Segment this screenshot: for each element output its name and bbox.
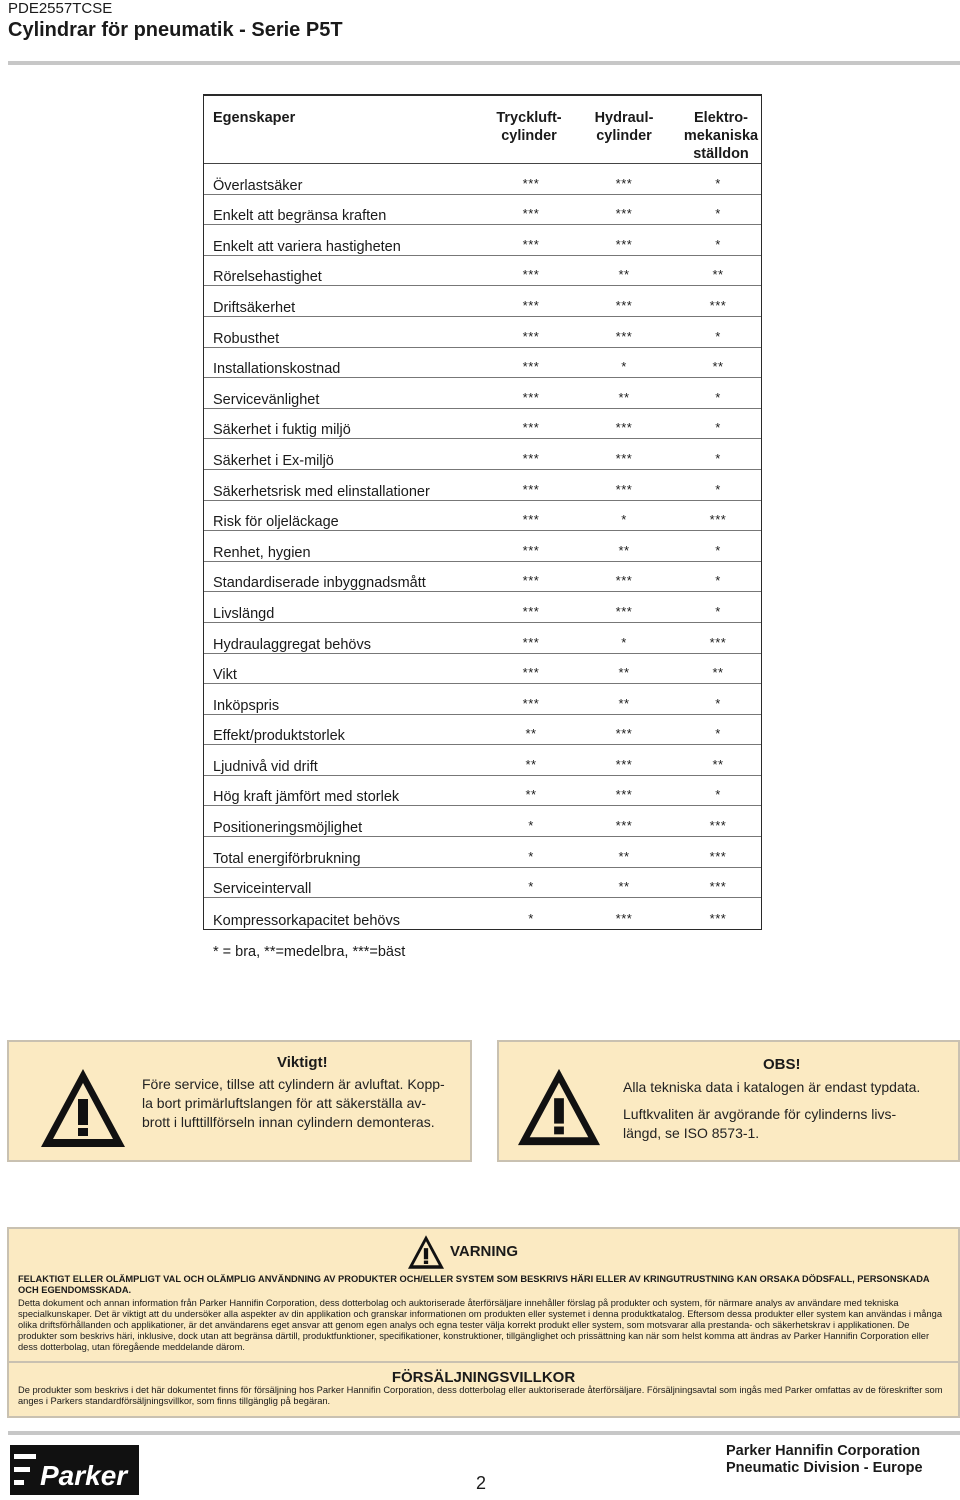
table-row [204, 470, 761, 501]
important-line-3: brott i lufttillförseln innan cylindern demonteras. [142, 1114, 435, 1130]
rating-pneumatic: * [528, 818, 534, 834]
table-row [204, 225, 761, 256]
company-info [726, 1443, 923, 1477]
rating-hydraulic: *** [615, 236, 633, 252]
obs-notice [497, 1040, 960, 1162]
rating-electromechanical: *** [709, 848, 727, 864]
rating-hydraulic: * [621, 359, 627, 375]
header-hydraulic-line-1: Hydraul- [594, 110, 654, 126]
table-row [204, 837, 761, 868]
important-title: Viktigt! [277, 1054, 328, 1071]
row-label: Robusthet [213, 330, 280, 347]
rating-legend: * = bra, **=medelbra, ***=bäst [213, 944, 406, 960]
rating-hydraulic: * [621, 634, 627, 650]
obs-text-2 [623, 1105, 896, 1143]
rating-pneumatic: *** [522, 206, 540, 222]
row-label: Standardiserade inbyggnadsmått [213, 575, 426, 592]
table-row [204, 348, 761, 379]
obs-line-1: Alla tekniska data i katalogen är endast typdata. [623, 1079, 921, 1095]
warning-title: VARNING [450, 1243, 519, 1260]
warning-box [7, 1227, 960, 1363]
rating-hydraulic: ** [618, 879, 630, 895]
table-row [204, 378, 761, 409]
table-body [204, 164, 761, 929]
obs-line-2b: längd, se ISO 8573-1. [623, 1125, 760, 1141]
rating-pneumatic: *** [522, 695, 540, 711]
rating-hydraulic: ** [618, 695, 630, 711]
row-label: Rörelsehastighet [213, 269, 322, 286]
rating-hydraulic: *** [615, 910, 633, 926]
rating-hydraulic: * [621, 512, 627, 528]
rating-hydraulic: *** [615, 420, 633, 436]
rating-pneumatic: * [528, 879, 534, 895]
company-name: Parker Hannifin Corporation [726, 1443, 921, 1459]
row-label: Installationskostnad [213, 361, 341, 378]
footer-divider [8, 1431, 960, 1435]
rating-electromechanical: * [715, 450, 721, 466]
rating-pneumatic: ** [525, 756, 537, 772]
header-pneumatic-line-2: cylinder [501, 128, 557, 144]
rating-electromechanical: * [715, 328, 721, 344]
rating-pneumatic: ** [525, 726, 537, 742]
rating-electromechanical: * [715, 206, 721, 222]
table-row [204, 562, 761, 593]
rating-pneumatic: *** [522, 634, 540, 650]
warning-caps-text: FELAKTIGT ELLER OLÄMPLIGT VAL OCH OLÄMPLIG ANVÄNDNING AV PRODUKTER OCH/ELLER SYSTEM SOM BESKRIVS HÄRI ELLER AV KRINGUTRUSTNING KAN ORSAKA DÖDSFALL, PERSONSKADA OCH EGENDOMSSKADA. [18, 1274, 930, 1295]
rating-hydraulic: ** [618, 848, 630, 864]
table-row [204, 317, 761, 348]
table-row [204, 286, 761, 317]
rating-electromechanical: * [715, 236, 721, 252]
rating-hydraulic: *** [615, 328, 633, 344]
rating-electromechanical: * [715, 573, 721, 589]
header-pneumatic-cylinder [493, 109, 565, 145]
rating-electromechanical: * [715, 542, 721, 558]
table-row [204, 501, 761, 532]
rating-pneumatic: * [528, 848, 534, 864]
parker-logo-text: Parker [40, 1460, 128, 1491]
rating-electromechanical: ** [712, 359, 724, 375]
header-electro-line-2: mekaniska [683, 128, 759, 144]
table-row [204, 164, 761, 195]
rating-electromechanical: *** [709, 297, 727, 313]
rating-electromechanical: * [715, 420, 721, 436]
table-row [204, 409, 761, 440]
rating-electromechanical: * [715, 175, 721, 191]
row-label: Effekt/produktstorlek [213, 728, 345, 745]
obs-line-2a: Luftkvaliten är avgörande för cylinderns livs- [623, 1106, 897, 1122]
row-label: Hög kraft jämfört med storlek [213, 789, 400, 806]
rating-hydraulic: ** [618, 267, 630, 283]
table-row [204, 256, 761, 287]
table-row [204, 898, 761, 929]
rating-pneumatic: *** [522, 603, 540, 619]
rating-pneumatic: * [528, 910, 534, 926]
row-label: Säkerhet i Ex-miljö [213, 452, 334, 469]
comparison-table [203, 94, 762, 930]
rating-electromechanical: ** [712, 756, 724, 772]
page-number: 2 [476, 1473, 487, 1493]
warning-triangle-icon [38, 1066, 128, 1150]
sales-terms-text: De produkter som beskrivs i det här dokumentet finns för försäljning hos Parker Hannifin Corporation, dess dotterbolag eller auktoriserade återförsäljare. Försäljningsavtal som ingås med Parker omfattas av de föreskrifter som anges i Parkers standardförsäljningsvillkor, som finns tillgänglig på begäran. [18, 1385, 943, 1406]
row-label: Enkelt att variera hastigheten [213, 238, 401, 255]
row-label: Driftsäkerhet [213, 299, 296, 316]
table-row [204, 806, 761, 837]
rating-electromechanical: * [715, 481, 721, 497]
rating-hydraulic: *** [615, 818, 633, 834]
rating-electromechanical: *** [709, 910, 727, 926]
rating-pneumatic: *** [522, 665, 540, 681]
header-electromechanical [678, 109, 764, 163]
table-row [204, 715, 761, 746]
table-row [204, 623, 761, 654]
rating-hydraulic: *** [615, 297, 633, 313]
table-row [204, 531, 761, 562]
company-division: Pneumatic Division - Europe [726, 1460, 923, 1476]
rating-pneumatic: *** [522, 420, 540, 436]
header-pneumatic-line-1: Tryckluft- [496, 110, 562, 126]
table-row [204, 439, 761, 470]
table-row [204, 654, 761, 685]
row-label: Hydraulaggregat behövs [213, 636, 371, 653]
table-header [204, 96, 761, 164]
obs-title: OBS! [763, 1056, 801, 1073]
warning-body-text: Detta dokument och annan information från Parker Hannifin Corporation, dess dotterbolag och auktoriserade återförsäljare innehåller förslag på produkter och system, för närmare analys av användare med tekniska specialkunskaper. Det är viktigt att du undersöker alla aspekter av din applikation och granskar informationen om produkten eller systemet i denna produktkatalog. Eftersom dessa produkter eller system kan användas i många olika driftsförhållanden och applikationer, är det användarens eget ansvar att genom egen analys och egna tester välja korrekt produkt eller system, som motsvarar alla prestanda- och säkerhetskrav i applikationen. De produkter som beskrivs häri, inklusive, dock utan att begränsa därtill, produktfunktioner, specifikationer, konstruktioner, tillgänglighet och prissättning kan när som helst komma att ändras av Parker Hannifin Corporation eller dess dotterbolag, utan föregående meddelande därom. [18, 1298, 942, 1352]
rating-hydraulic: *** [615, 175, 633, 191]
row-label: Livslängd [213, 605, 275, 622]
row-label: Renhet, hygien [213, 544, 311, 561]
rating-electromechanical: ** [712, 665, 724, 681]
rating-electromechanical: * [715, 603, 721, 619]
header-hydraulic-line-2: cylinder [596, 128, 652, 144]
rating-electromechanical: ** [712, 267, 724, 283]
sales-terms-box [7, 1363, 960, 1418]
row-label: Säkerhet i fuktig miljö [213, 422, 351, 439]
table-row [204, 776, 761, 807]
important-line-2: la bort primärluftslangen för att säkerställa av- [142, 1095, 427, 1111]
warning-heading [406, 1234, 566, 1268]
rating-electromechanical: *** [709, 818, 727, 834]
rating-hydraulic: *** [615, 756, 633, 772]
document-title: Cylindrar för pneumatik - Serie P5T [8, 19, 343, 41]
rating-hydraulic: *** [615, 450, 633, 466]
table-row [204, 745, 761, 776]
warning-triangle-icon [515, 1066, 603, 1148]
parker-logo [10, 1445, 139, 1495]
row-label: Ljudnivå vid drift [213, 758, 318, 775]
important-text [142, 1075, 445, 1132]
header-electro-line-1: Elektro- [694, 110, 748, 126]
important-line-1: Före service, tillse att cylindern är avluftat. Kopp- [142, 1076, 445, 1092]
rating-electromechanical: * [715, 389, 721, 405]
rating-electromechanical: * [715, 695, 721, 711]
rating-pneumatic: *** [522, 175, 540, 191]
row-label: Serviceintervall [213, 881, 312, 898]
table-row [204, 195, 761, 226]
rating-electromechanical: * [715, 726, 721, 742]
rating-pneumatic: *** [522, 573, 540, 589]
header-electro-line-3: ställdon [693, 146, 749, 162]
row-label: Risk för oljeläckage [213, 514, 339, 531]
rating-hydraulic: *** [615, 726, 633, 742]
row-label: Överlastsäker [213, 177, 303, 194]
row-label: Total energiförbrukning [213, 850, 361, 867]
rating-hydraulic: ** [618, 542, 630, 558]
rating-electromechanical: *** [709, 512, 727, 528]
row-label: Servicevänlighet [213, 391, 320, 408]
rating-hydraulic: *** [615, 206, 633, 222]
rating-pneumatic: ** [525, 787, 537, 803]
rating-hydraulic: ** [618, 665, 630, 681]
sales-terms-title: FÖRSÄLJNINGSVILLKOR [391, 1369, 576, 1386]
rating-hydraulic: *** [615, 573, 633, 589]
rating-electromechanical: *** [709, 879, 727, 895]
rating-pneumatic: *** [522, 359, 540, 375]
rating-pneumatic: *** [522, 450, 540, 466]
table-row [204, 684, 761, 715]
important-notice [7, 1040, 472, 1162]
rating-pneumatic: *** [522, 389, 540, 405]
rating-hydraulic: *** [615, 603, 633, 619]
rating-hydraulic: ** [618, 389, 630, 405]
row-label: Enkelt att begränsa kraften [213, 208, 387, 225]
rating-pneumatic: *** [522, 328, 540, 344]
row-label: Positioneringsmöjlighet [213, 820, 363, 837]
rating-hydraulic: *** [615, 787, 633, 803]
row-label: Inköpspris [213, 697, 280, 714]
row-label: Kompressorkapacitet behövs [213, 912, 400, 929]
rating-pneumatic: *** [522, 542, 540, 558]
rating-pneumatic: *** [522, 297, 540, 313]
rating-pneumatic: *** [522, 512, 540, 528]
row-label: Vikt [213, 667, 237, 684]
document-code: PDE2557TCSE [8, 0, 113, 17]
rating-pneumatic: *** [522, 267, 540, 283]
rating-electromechanical: * [715, 787, 721, 803]
header-hydraulic-cylinder [588, 109, 660, 145]
rating-hydraulic: *** [615, 481, 633, 497]
row-label: Säkerhetsrisk med elinstallationer [213, 483, 430, 500]
rating-pneumatic: *** [522, 481, 540, 497]
warning-triangle-icon [406, 1234, 446, 1270]
rating-pneumatic: *** [522, 236, 540, 252]
rating-electromechanical: *** [709, 634, 727, 650]
header-property: Egenskaper [213, 110, 296, 126]
header-divider [8, 61, 960, 65]
table-row [204, 592, 761, 623]
table-row [204, 868, 761, 899]
